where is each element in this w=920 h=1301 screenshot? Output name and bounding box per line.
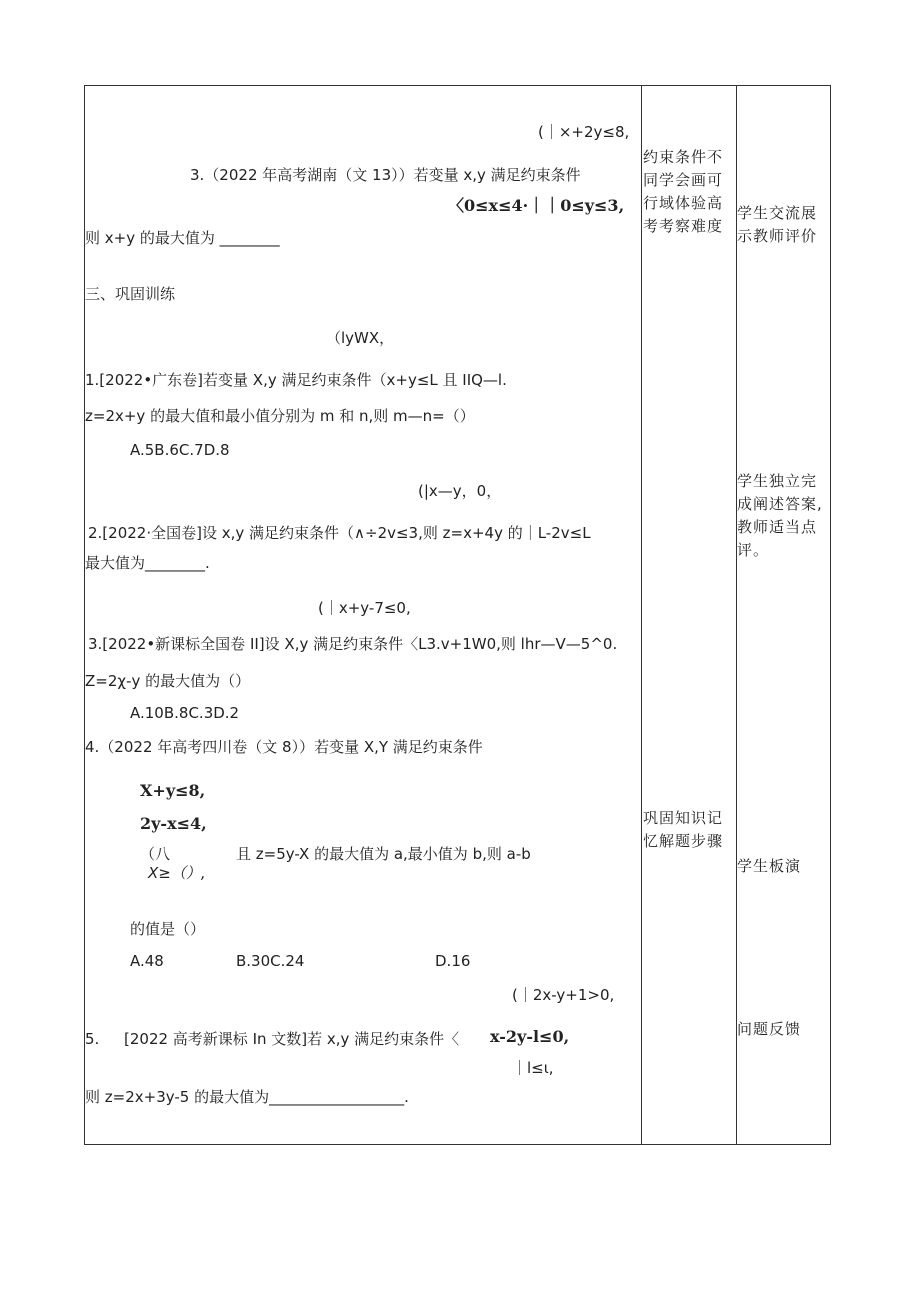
e3-options: A.10B.8C.3D.2 (130, 704, 240, 722)
q3-text: 3.（2022 年高考湖南（文 13））若变量 x,y 满足约束条件 (190, 166, 581, 184)
activity-note: 学生独立完成阐述答案,教师适当点评。 (737, 472, 823, 559)
activity-note: 学生交流展示教师评价 (737, 204, 818, 245)
design-note: 约束条件不同学会画可行域体验高考考察难度 (643, 148, 724, 235)
e4-constraint: X+y≤8, (140, 781, 206, 800)
e4-constraint: （八 (140, 845, 171, 863)
e4-question: 且 z=5y-X 的最大值为 a,最小值为 b,则 a-b (236, 845, 531, 863)
e3-question: Z=2χ-y 的最大值为（） (85, 672, 251, 690)
e5-hint: (｜2x-y+1>0, (512, 986, 615, 1004)
e4-option: A.48 (130, 952, 164, 970)
e1-hint: （lyWX， (326, 329, 395, 347)
e5-text: [2022 高考新课标 In 文数]若 x,y 满足约束条件〈 (124, 1030, 460, 1048)
e1-question: z=2x+y 的最大值和最小值分别为 m 和 n,则 m—n=（） (85, 407, 475, 425)
e3-text: 3.[2022•新课标全国卷 II]设 X,y 满足约束条件〈L3.v+1W0,则 lhr—V—5^0. (88, 635, 618, 653)
e5-question: 则 z=2x+3y-5 的最大值为__________________. (85, 1088, 409, 1106)
e2-text: 2.[2022·全国卷]设 x,y 满足约束条件（∧÷2v≤3,则 z=x+4y 的｜L-2v≤L (88, 524, 591, 542)
e4-option: B.30C.24 (236, 952, 305, 970)
e5-constraint: ｜l≤ι, (512, 1059, 554, 1077)
q3-hint: (｜×+2y≤8, (538, 123, 630, 141)
e4-value: 的值是（） (130, 920, 206, 938)
design-note: 巩固知识记忆解题步骤 (643, 809, 724, 850)
e1-options: A.5B.6C.7D.8 (130, 441, 230, 459)
q3-constraints: 〈0≤x≤4·｜｜0≤y≤3, (448, 196, 625, 215)
e4-constraint: X≥（）, (148, 864, 206, 882)
column-divider (641, 86, 642, 1144)
e4-constraint: 2y-x≤4, (140, 814, 207, 833)
e4-option: D.16 (435, 952, 471, 970)
e2-question: 最大值为________. (85, 554, 210, 572)
activity-note: 问题反馈 (737, 1020, 802, 1038)
section-heading: 三、巩固训练 (85, 285, 176, 303)
e1-text: 1.[2022•广东卷]若变量 X,y 满足约束条件（x+y≤L 且 IIQ—l. (85, 371, 507, 389)
e2-hint: (|x—y，0， (418, 482, 502, 500)
e3-hint: (｜x+y-7≤0, (318, 599, 411, 617)
e4-text: 4.（2022 年高考四川卷（文 8））若变量 X,Y 满足约束条件 (85, 738, 483, 756)
activity-note: 学生板演 (737, 857, 802, 875)
e5-number: 5. (85, 1030, 100, 1048)
q3-answer: 则 x+y 的最大值为 ________ (85, 229, 280, 247)
e5-constraint: x-2y-l≤0, (490, 1027, 570, 1046)
